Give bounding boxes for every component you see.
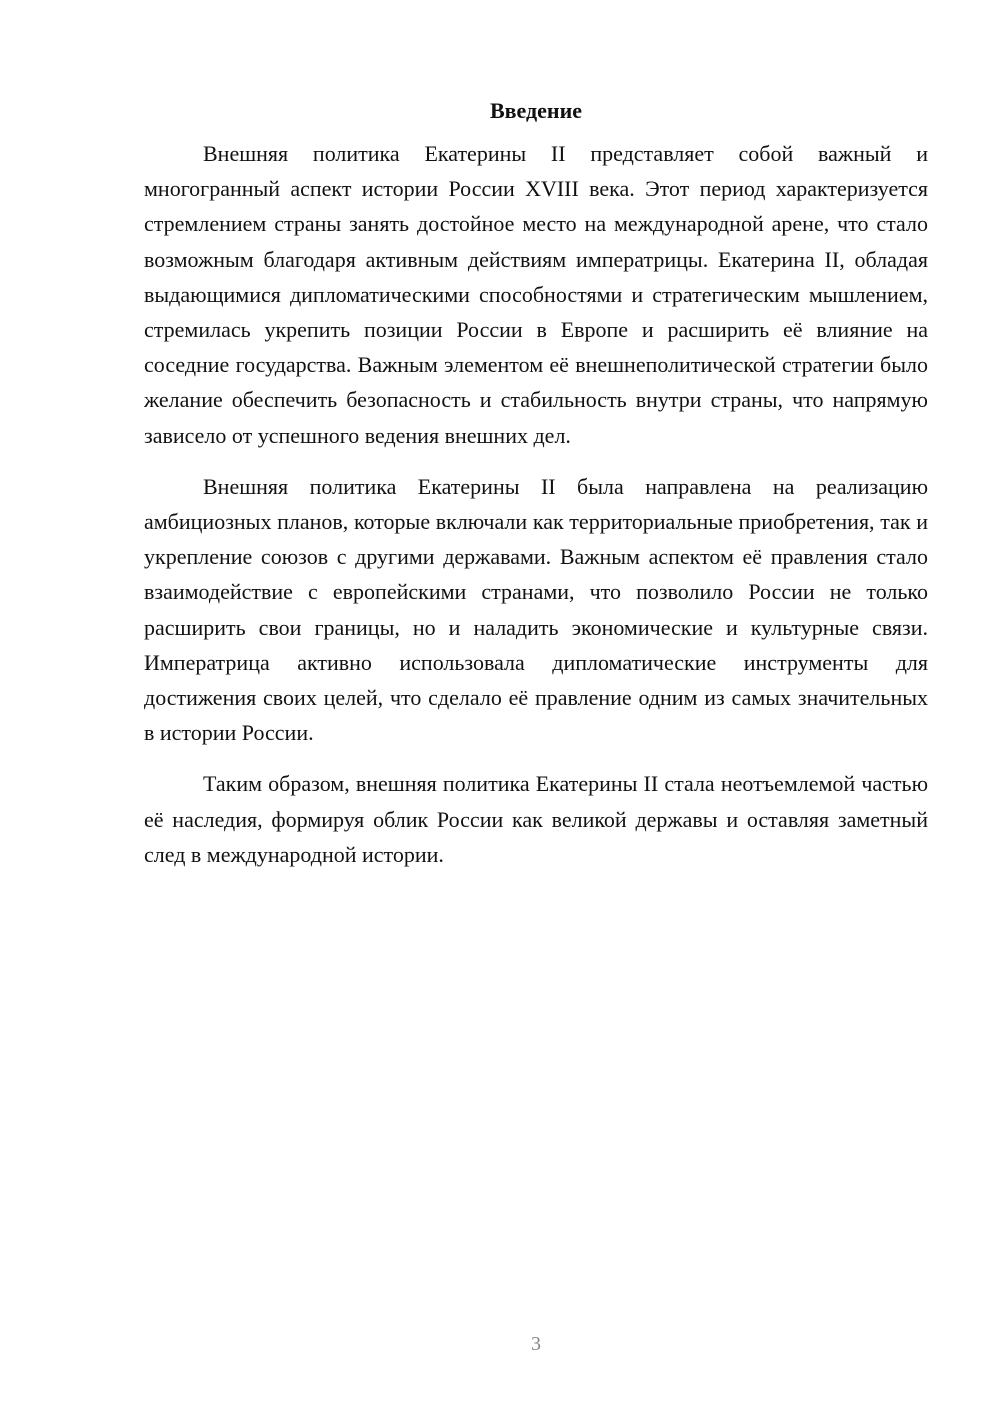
page-content [144,96,928,888]
section-title: Введение [489,98,583,123]
paragraph-2: Внешняя политика Екатерины II была направлена на реализацию амбициозных планов, которые включали как территориальные приобретения, так и укрепление союзов с другими державами. Важным аспектом её правления стало взаимодействие с европейскими странами, что позволило России не только расширить свои границы, но и наладить экономические и культурные связи. Императрица активно использовала дипломатические инструменты для достижения своих целей, что сделало её правление одним из самых значительных в истории России. [144,473,928,746]
paragraph-1: Внешняя политика Екатерины II представляет собой важный и многогранный аспект истории России XVIII века. Этот период характеризуется стремлением страны занять достойное место на международной арене, что стало возможным благодаря активным действиям императрицы. Екатерина II, обладая выдающимися дипломатическими способностями и стратегическим мышлением, стремилась укрепить позиции России в Европе и расширить её влияние на соседние государства. Важным элементом её внешнеполитической стратегии было желание обеспечить безопасность и стабильность внутри страны, что напрямую зависело от успешного ведения внешних дел. [144,141,928,448]
page-number: 3 [531,1333,541,1355]
paragraph-3: Таким образом, внешняя политика Екатерины II стала неотъемлемой частью её наследия, формируя облик России как великой державы и оставляя заметный след в международной истории. [144,771,928,867]
